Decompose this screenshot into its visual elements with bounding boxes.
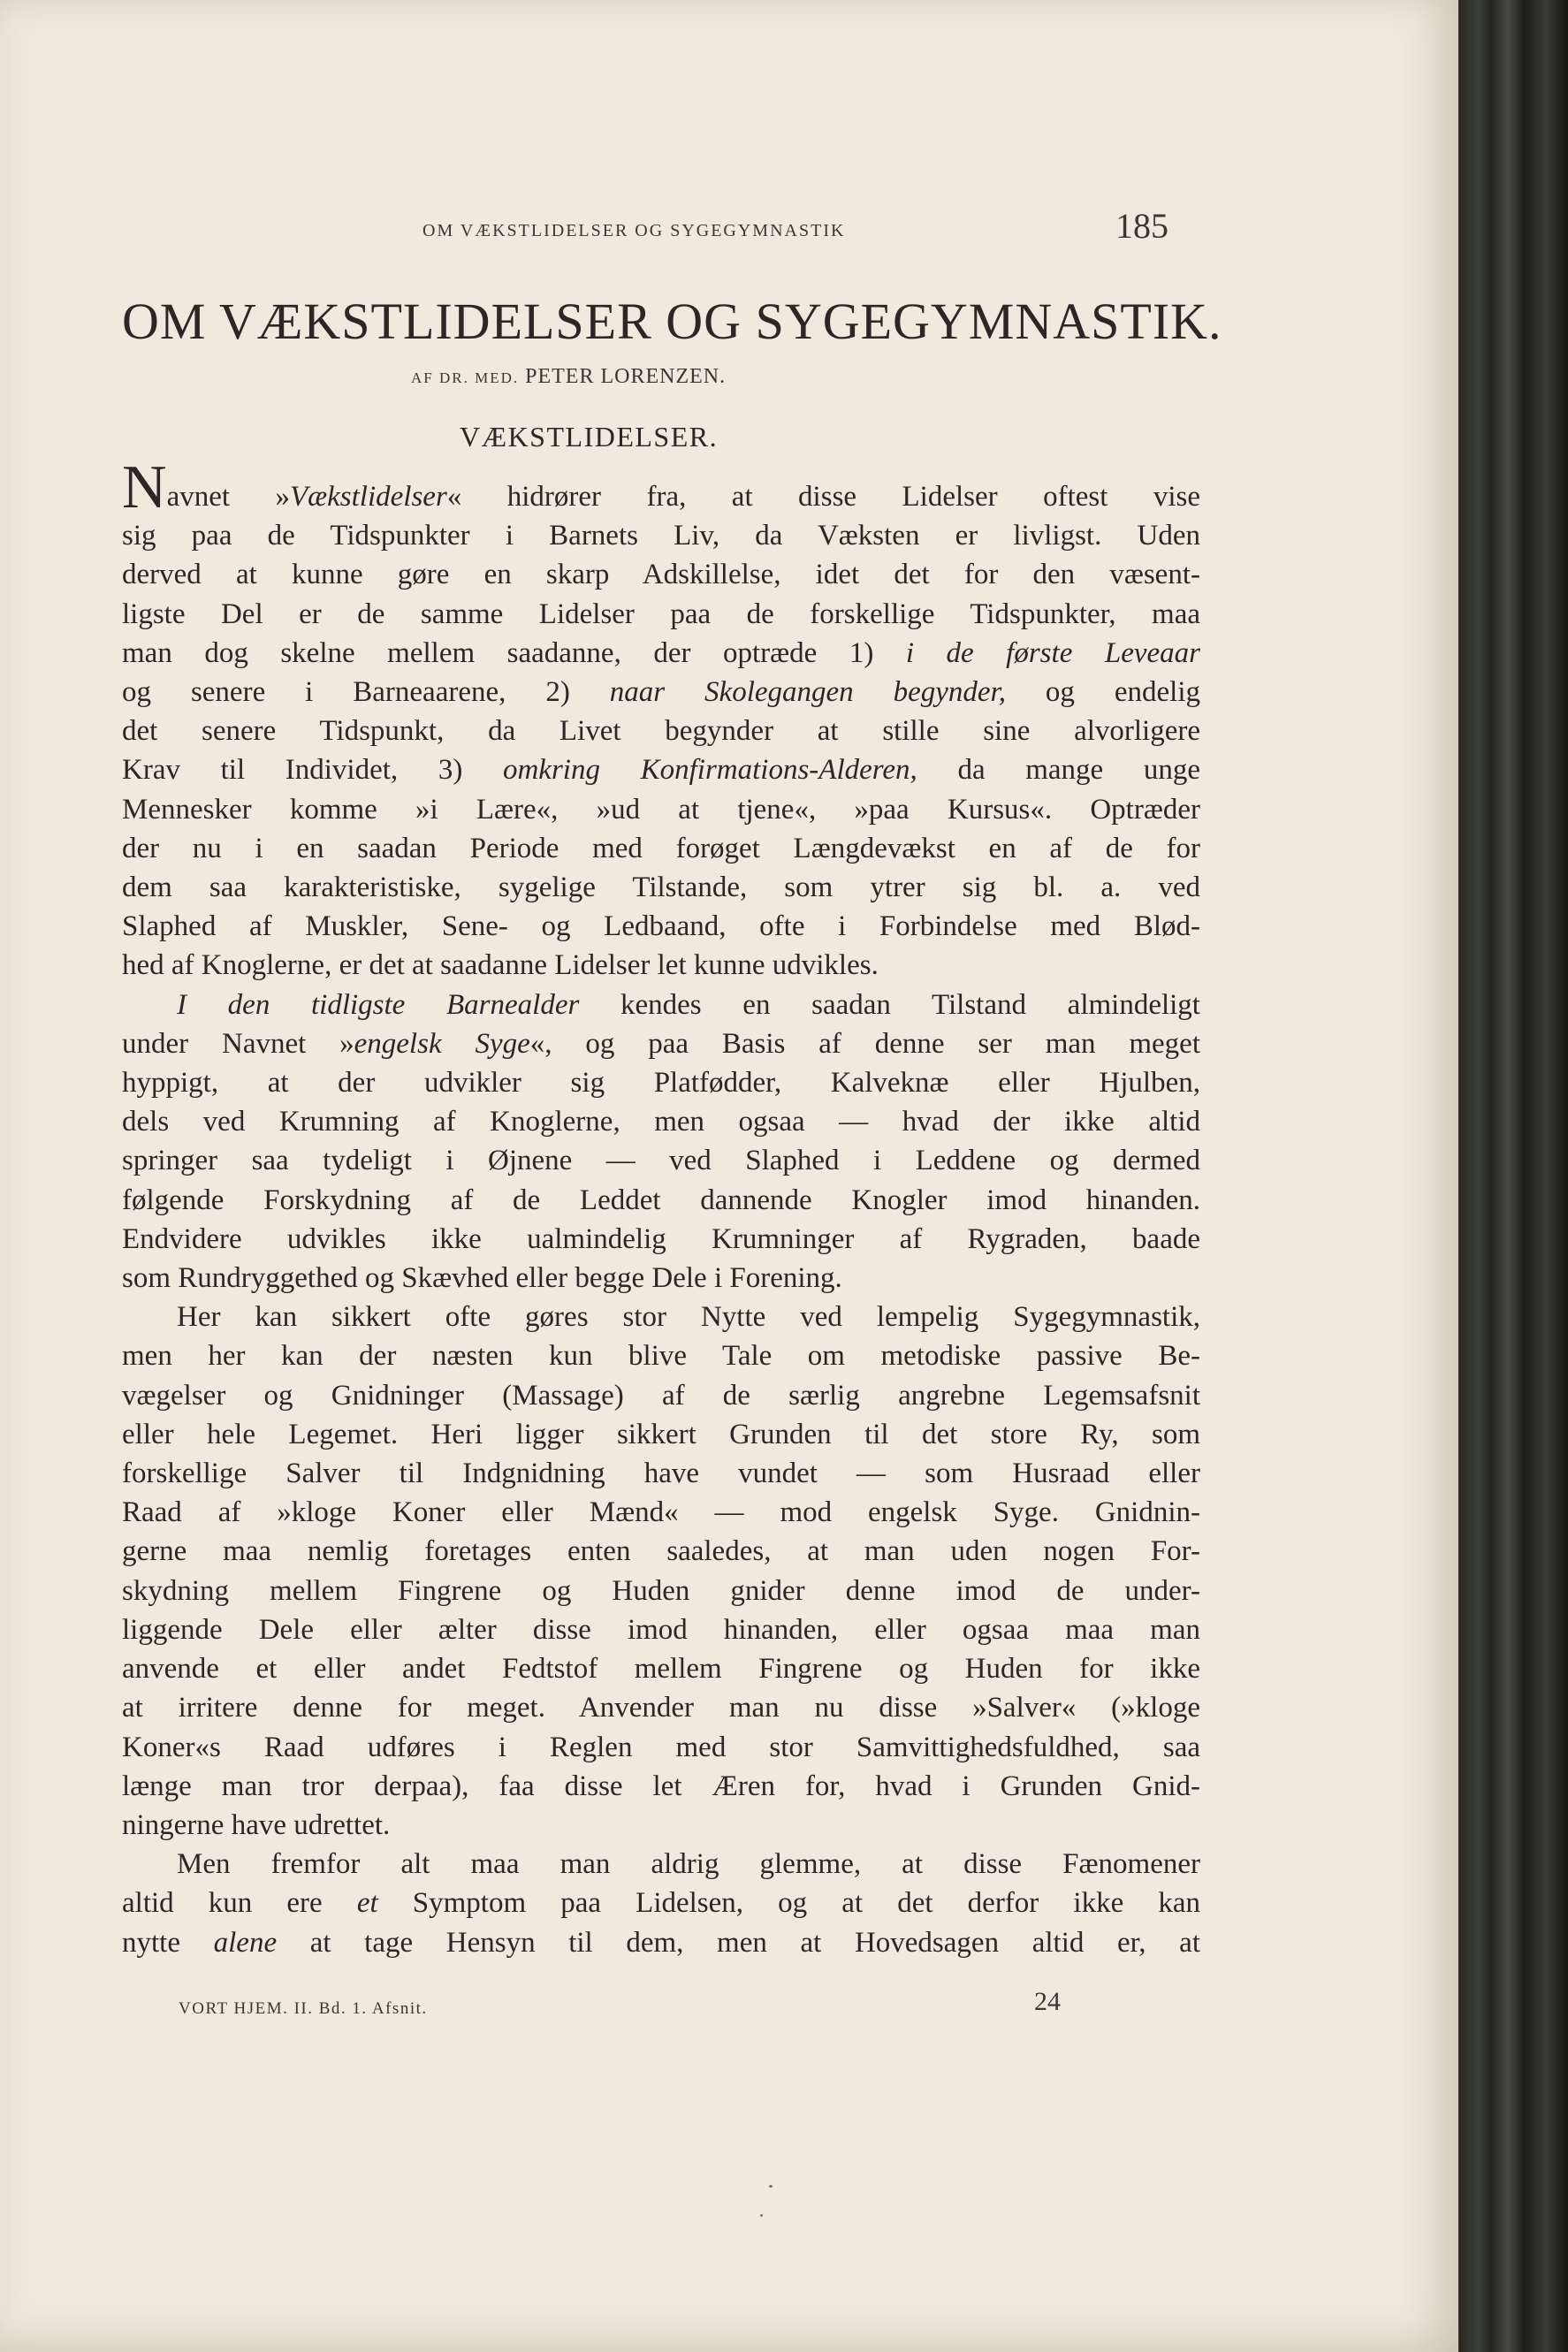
byline-author: PETER LORENZEN. [525,365,727,388]
text-line: Krav til Individet, 3) omkring Konfirmations-Alderen, da mange unge [122,754,1201,787]
text-line: forskellige Salver til Indgnidning have vundet — som Husraad eller [122,1458,1200,1490]
text-line: I den tidligste Barnealder kendes en saadan Tilstand almindeligt [177,988,1200,1021]
text-line: Koner«s Raad udføres i Reglen med stor Samvittighedsfuldhed, saa [122,1731,1200,1763]
byline [411,365,726,389]
signature-mark: VORT HJEM. II. Bd. 1. Afsnit. [179,1999,428,2018]
byline-prefix: AF DR. MED. [411,369,520,386]
paper-speck [769,2185,773,2188]
text-line: Raad af »kloge Koner eller Mænd« — mod engelsk Syge. Gnidnin- [122,1496,1200,1529]
body-text [122,453,1201,1962]
text-line: eller hele Legemet. Heri ligger sikkert Grunden til det store Ry, som [122,1418,1200,1450]
text-line: nytte alene at tage Hensyn til dem, men at Hovedsagen altid er, at [122,1926,1201,1959]
text-line: ningerne have udrettet. [122,1808,391,1841]
paper-speck [760,2214,763,2217]
text-line: Navnet »Vækstlidelser« hidrører fra, at disse Lidelser oftest vise [122,453,1200,521]
text-line: ligste Del er de samme Lidelser paa de forskellige Tidspunkter, maa [122,598,1200,630]
text-line: altid kun ere et Symptom paa Lidelsen, og at det derfor ikke kan [122,1887,1200,1920]
text-line: under Navnet »engelsk Syge«, og paa Basis af denne ser man meget [122,1027,1200,1060]
text-line: skydning mellem Fingrene og Huden gnider denne imod de under- [122,1574,1200,1607]
text-line: Mennesker komme »i Lære«, »ud at tjene«, »paa Kursus«. Optræder [122,793,1200,826]
text-line: dem saa karakteristiske, sygelige Tilstande, som ytrer sig bl. a. ved [122,872,1200,904]
text-line: og senere i Barneaarene, 2) naar Skolegangen begynder, og endelig [122,676,1200,709]
text-line: Men fremfor alt maa man aldrig glemme, at disse Fænomener [177,1848,1200,1881]
text-line: vægelser og Gnidninger (Massage) af de særlig angrebne Legemsafsnit [122,1379,1200,1412]
signature-number: 24 [1034,1987,1061,2016]
text-line: hed af Knoglerne, er det at saadanne Lidelser let kunne udvikles. [122,949,879,982]
text-line: der nu i en saadan Periode med forøget Længdevækst en af de for [122,832,1200,864]
section-heading: VÆKSTLIDELSER. [460,421,719,453]
text-line: dels ved Krumning af Knoglerne, men ogsaa — hvad der ikke altid [122,1106,1200,1138]
text-line: springer saa tydeligt i Øjnene — ved Slaphed i Leddene og dermed [122,1145,1200,1177]
text-line: Slaphed af Muskler, Sene- og Ledbaand, ofte i Forbindelse med Blød- [122,910,1200,943]
text-line: hyppigt, at der udvikler sig Platfødder, Kalveknæ eller Hjulben, [122,1067,1200,1100]
drop-cap: N [122,453,167,521]
text-line: længe man tror derpaa), faa disse let Æren for, hvad i Grunden Gnid- [122,1770,1200,1802]
text-line: som Rundryggethed og Skævhed eller begge Dele i Forening. [122,1262,842,1295]
text-line: men her kan der næsten kun blive Tale om metodiske passive Be- [122,1340,1200,1373]
text-line: følgende Forskydning af de Leddet dannende Knogler imod hinanden. [122,1184,1200,1216]
article-title: OM VÆKSTLIDELSER OG SYGEGYMNASTIK. [122,293,1222,350]
text-line: at irritere denne for meget. Anvender man nu disse »Salver« (»kloge [122,1692,1200,1724]
text-line: liggende Dele eller ælter disse imod hinanden, eller ogsaa maa man [122,1613,1200,1646]
book-binding [1458,0,1568,2352]
text-line: derved at kunne gøre en skarp Adskillelse, idet det for den væsent- [122,559,1200,591]
running-head: OM VÆKSTLIDELSER OG SYGEGYMNASTIK [422,221,846,240]
text-line: gerne maa nemlig foretages enten saaledes, at man uden nogen For- [122,1535,1200,1568]
text-line: Endvidere udvikles ikke ualmindelig Krumninger af Rygraden, baade [122,1222,1200,1255]
page-number: 185 [1115,206,1168,246]
text-line: det senere Tidspunkt, da Livet begynder at stille sine alvorligere [122,715,1200,748]
text-line: Her kan sikkert ofte gøres stor Nytte ved lempelig Sygegymnastik, [177,1301,1200,1334]
text-line: anvende et eller andet Fedtstof mellem Fingrene og Huden for ikke [122,1653,1200,1686]
text-line: man dog skelne mellem saadanne, der optræde 1) i de første Leveaar [122,636,1200,669]
text-line: sig paa de Tidspunkter i Barnets Liv, da Væksten er livligst. Uden [122,520,1200,552]
